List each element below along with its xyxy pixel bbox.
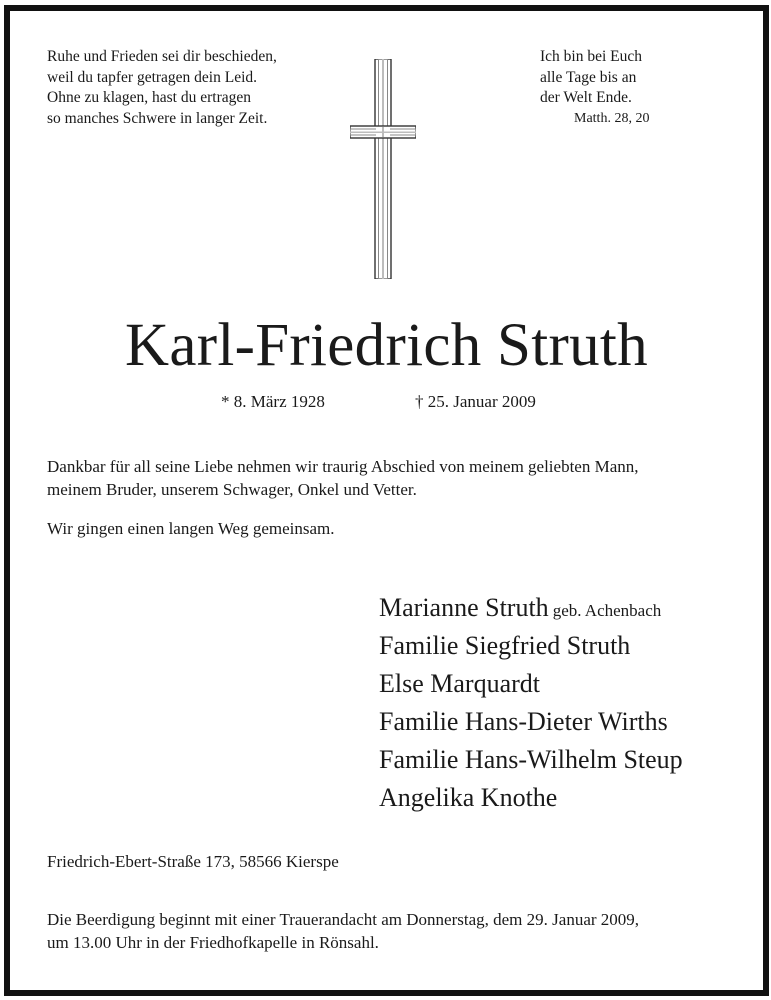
death-date: † 25. Januar 2009 [415, 392, 536, 411]
poem-block [47, 47, 277, 129]
funeral-line: um 13.00 Uhr in der Friedhofkapelle in Rönsahl. [47, 933, 379, 952]
family-member-name: Marianne Struth [379, 593, 549, 622]
family-member: Angelika Knothe [379, 783, 558, 812]
obituary-card [4, 5, 769, 996]
funeral-info [47, 908, 639, 954]
family-member [379, 589, 683, 627]
birth-date: * 8. März 1928 [221, 392, 325, 411]
deceased-name: Karl-Friedrich Struth [125, 312, 648, 379]
family-member: Familie Hans-Dieter Wirths [379, 707, 668, 736]
farewell-paragraph [47, 455, 639, 501]
verse-line: der Welt Ende. [540, 89, 632, 106]
verse-line: alle Tage bis an [540, 68, 637, 86]
family-member: Else Marquardt [379, 669, 541, 698]
family-list [379, 589, 683, 817]
cross-icon [350, 59, 416, 284]
poem-line: so manches Schwere in langer Zeit. [47, 109, 268, 127]
family-member: Familie Siegfried Struth [379, 631, 631, 660]
together-paragraph: Wir gingen einen langen Weg gemeinsam. [47, 519, 335, 538]
bible-verse [540, 47, 642, 109]
poem-line: weil du tapfer getragen dein Leid. [47, 68, 258, 86]
farewell-line: Dankbar für all seine Liebe nehmen wir traurig Abschied von meinem geliebten Mann, [47, 457, 639, 476]
address: Friedrich-Ebert-Straße 173, 58566 Kierspe [47, 852, 339, 871]
funeral-line: Die Beerdigung beginnt mit einer Trauerandacht am Donnerstag, dem 29. Januar 2009, [47, 910, 640, 929]
poem-line: Ohne zu klagen, hast du ertragen [47, 89, 252, 106]
family-member: Familie Hans-Wilhelm Steup [379, 745, 683, 774]
farewell-line: meinem Bruder, unserem Schwager, Onkel und Vetter. [47, 480, 417, 499]
verse-reference: Matth. 28, 20 [574, 111, 650, 126]
poem-line: Ruhe und Frieden sei dir beschieden, [47, 48, 277, 65]
maiden-name-note: geb. Achenbach [552, 601, 662, 620]
verse-line: Ich bin bei Euch [540, 48, 643, 65]
